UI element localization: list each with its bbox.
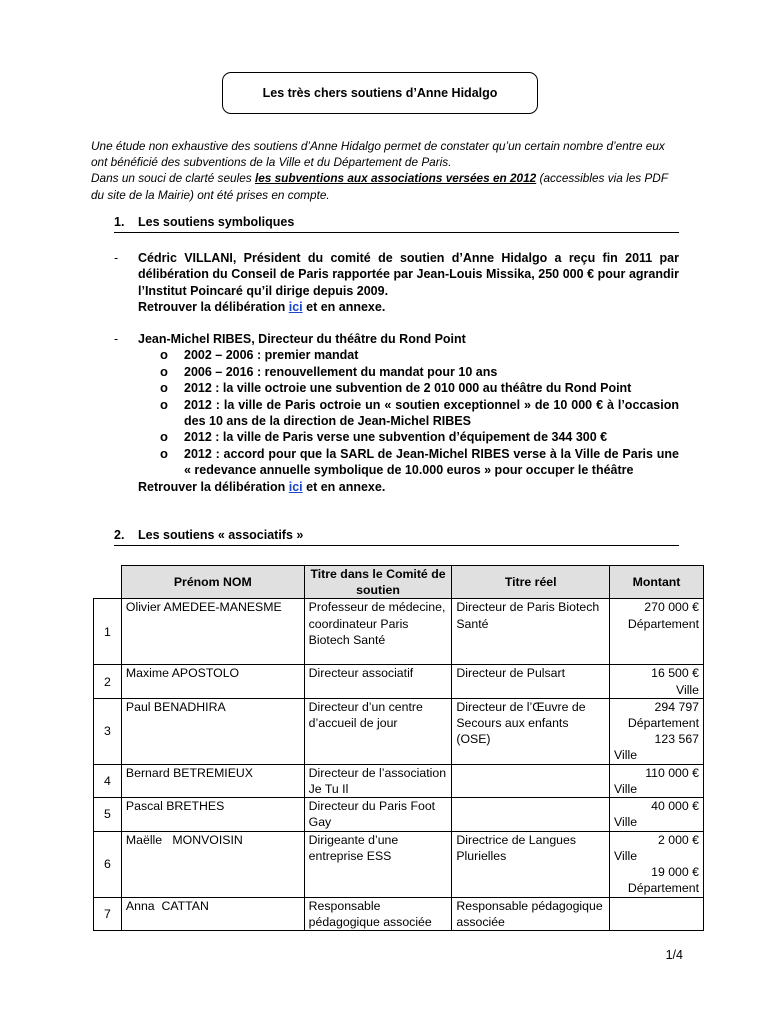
cell-real-title <box>452 798 610 831</box>
circle-bullet-icon: o <box>160 429 168 445</box>
cell-committee-title: Directeur de l’association Je Tu Il <box>304 764 452 797</box>
column-header: Montant <box>610 566 704 599</box>
table-row <box>94 698 704 764</box>
column-header: Titre dans le Comité de soutien <box>304 566 452 599</box>
table-row <box>94 897 704 930</box>
page-number: 1/4 <box>665 948 683 962</box>
ribes-retrieve-start: Retrouver la délibération <box>138 479 289 494</box>
cell-amount <box>610 897 704 930</box>
section1-number: 1. <box>114 215 125 229</box>
ribes-block <box>114 331 679 495</box>
table-row <box>94 764 704 797</box>
list-item-text: 2002 – 2006 : premier mandat <box>184 348 359 363</box>
intro-line-2 <box>91 170 681 202</box>
cell-amount <box>610 798 704 831</box>
cell-committee-title: Directeur du Paris Foot Gay <box>304 798 452 831</box>
ribes-text: Jean-Michel RIBES, Directeur du théâtre du Rond Point <box>138 332 466 346</box>
list-item <box>160 446 679 479</box>
cell-name: Pascal BRETHES <box>121 798 304 831</box>
villani-block <box>114 250 679 316</box>
row-index: 1 <box>94 599 122 665</box>
section1-title: Les soutiens symboliques <box>138 215 295 229</box>
table-row <box>94 798 704 831</box>
villani-retrieve-end: et en annexe. <box>302 300 386 315</box>
intro-p2-emphasis: les subventions aux associations versées en 2012 <box>254 171 537 186</box>
ribes-link[interactable]: ici <box>288 479 303 494</box>
amount-source: Département <box>627 616 699 631</box>
intro-paragraph <box>91 138 681 203</box>
row-index: 7 <box>94 897 122 930</box>
list-item-text: 2012 : la ville octroie une subvention de 2 010 000 au théâtre du Rond Point <box>184 381 632 396</box>
cell-committee-title: Professeur de médecine, coordinateur Paris Biotech Santé <box>304 599 452 665</box>
cell-name: Maëlle MONVOISIN <box>121 831 304 897</box>
cell-real-title: Responsable pédagogique associée <box>452 897 610 930</box>
cell-committee-title: Dirigeante d’une entreprise ESS <box>304 831 452 897</box>
amount-source: Département <box>627 881 699 896</box>
ribes-list <box>160 347 679 478</box>
list-item <box>160 347 679 363</box>
cell-committee-title: Responsable pédagogique associée <box>304 897 452 930</box>
list-item-text: 2006 – 2016 : renouvellement du mandat pour 10 ans <box>184 364 498 379</box>
ribes-dash: - <box>114 332 119 346</box>
cell-name: Olivier AMEDEE-MANESME <box>121 599 304 665</box>
section2-title: Les soutiens « associatifs » <box>138 528 304 542</box>
villani-text: Cédric VILLANI, Président du comité de soutien d’Anne Hidalgo a reçu fin 2011 par délibération du Conseil de Paris rapportée par Jean-Louis Missika, 250 000 € pour agrandir l’Institut Poincaré qu’il dirige depuis 2009. <box>138 251 679 298</box>
list-item <box>160 380 679 396</box>
section2-number: 2. <box>114 528 125 542</box>
cell-name: Maxime APOSTOLO <box>121 665 304 698</box>
cell-amount <box>610 764 704 797</box>
cell-amount <box>610 831 704 897</box>
amount-source: Ville <box>614 815 638 830</box>
row-index: 5 <box>94 798 122 831</box>
cell-real-title: Directrice de Langues Plurielles <box>452 831 610 897</box>
amount-source: Ville <box>614 848 638 863</box>
row-index: 4 <box>94 764 122 797</box>
amount-value: 294 797 <box>654 699 699 714</box>
table-corner <box>94 566 122 599</box>
table-row <box>94 665 704 698</box>
list-item <box>160 364 679 380</box>
document-title-text: Les très chers soutiens d’Anne Hidalgo <box>262 85 498 100</box>
amount-value: 123 567 <box>654 732 699 747</box>
cell-real-title: Directeur de l’Œuvre de Secours aux enfants (OSE) <box>452 698 610 764</box>
intro-p2-end: (accessibles via les PDF du site de la Mairie) ont été prises en compte. <box>91 171 668 202</box>
list-item-text: 2012 : la ville de Paris verse une subvention d’équipement de 344 300 € <box>184 430 608 445</box>
support-table <box>93 565 704 931</box>
cell-real-title: Directeur de Pulsart <box>452 665 610 698</box>
villani-link[interactable]: ici <box>288 300 303 315</box>
document-title <box>222 72 538 114</box>
cell-amount <box>610 698 704 764</box>
cell-name: Anna CATTAN <box>121 897 304 930</box>
amount-value: 19 000 € <box>651 865 699 880</box>
ribes-content <box>138 331 679 495</box>
column-header: Prénom NOM <box>121 566 304 599</box>
circle-bullet-icon: o <box>160 363 168 379</box>
amount-source: Ville <box>614 748 638 763</box>
section1-heading <box>114 214 679 233</box>
amount-source: Ville <box>614 782 638 797</box>
villani-retrieve-start: Retrouver la délibération <box>138 300 289 315</box>
cell-committee-title: Directeur d’un centre d’accueil de jour <box>304 698 452 764</box>
amount-value: 2 000 € <box>657 832 699 847</box>
circle-bullet-icon: o <box>160 445 168 461</box>
cell-amount <box>610 599 704 665</box>
row-index: 3 <box>94 698 122 764</box>
list-item <box>160 397 679 430</box>
list-item-text: 2012 : la ville de Paris octroie un « soutien exceptionnel » de 10 000 € à l’occasion des 10 ans de la direction de Jean-Michel RIBES <box>184 397 679 429</box>
cell-committee-title: Directeur associatif <box>304 665 452 698</box>
list-item-text: 2012 : accord pour que la SARL de Jean-Michel RIBES verse à la Ville de Paris une « redevance annuelle symbolique de 10.000 euros » pour occuper le théâtre <box>184 446 679 478</box>
section2-heading <box>114 527 679 546</box>
column-header: Titre réel <box>452 566 610 599</box>
cell-real-title: Directeur de Paris Biotech Santé <box>452 599 610 665</box>
intro-line-1: Une étude non exhaustive des soutiens d’Anne Hidalgo permet de constater qu’un certain nombre d’entre eux ont bénéficié des subventions de la Ville et du Département de Paris. <box>91 139 665 170</box>
table-row <box>94 599 704 665</box>
amount-source: Ville <box>675 682 699 697</box>
cell-real-title <box>452 764 610 797</box>
villani-retrieve <box>138 299 679 315</box>
ribes-retrieve <box>138 479 679 495</box>
circle-bullet-icon: o <box>160 396 168 412</box>
amount-value: 40 000 € <box>651 799 699 814</box>
table-header-row <box>94 566 704 599</box>
amount-value: 270 000 € <box>644 600 699 615</box>
cell-name: Paul BENADHIRA <box>121 698 304 764</box>
amount-value: 110 000 € <box>645 765 699 780</box>
villani-content <box>138 250 679 316</box>
ribes-retrieve-end: et en annexe. <box>302 479 386 494</box>
cell-name: Bernard BETREMIEUX <box>121 764 304 797</box>
row-index: 6 <box>94 831 122 897</box>
villani-dash: - <box>114 251 119 265</box>
row-index: 2 <box>94 665 122 698</box>
circle-bullet-icon: o <box>160 347 168 363</box>
table-row <box>94 831 704 897</box>
list-item <box>160 429 679 445</box>
cell-amount <box>610 665 704 698</box>
amount-value: 16 500 € <box>651 666 699 681</box>
amount-source: Département <box>627 716 699 731</box>
intro-p2-start: Dans un souci de clarté seules <box>91 171 255 186</box>
circle-bullet-icon: o <box>160 380 168 396</box>
